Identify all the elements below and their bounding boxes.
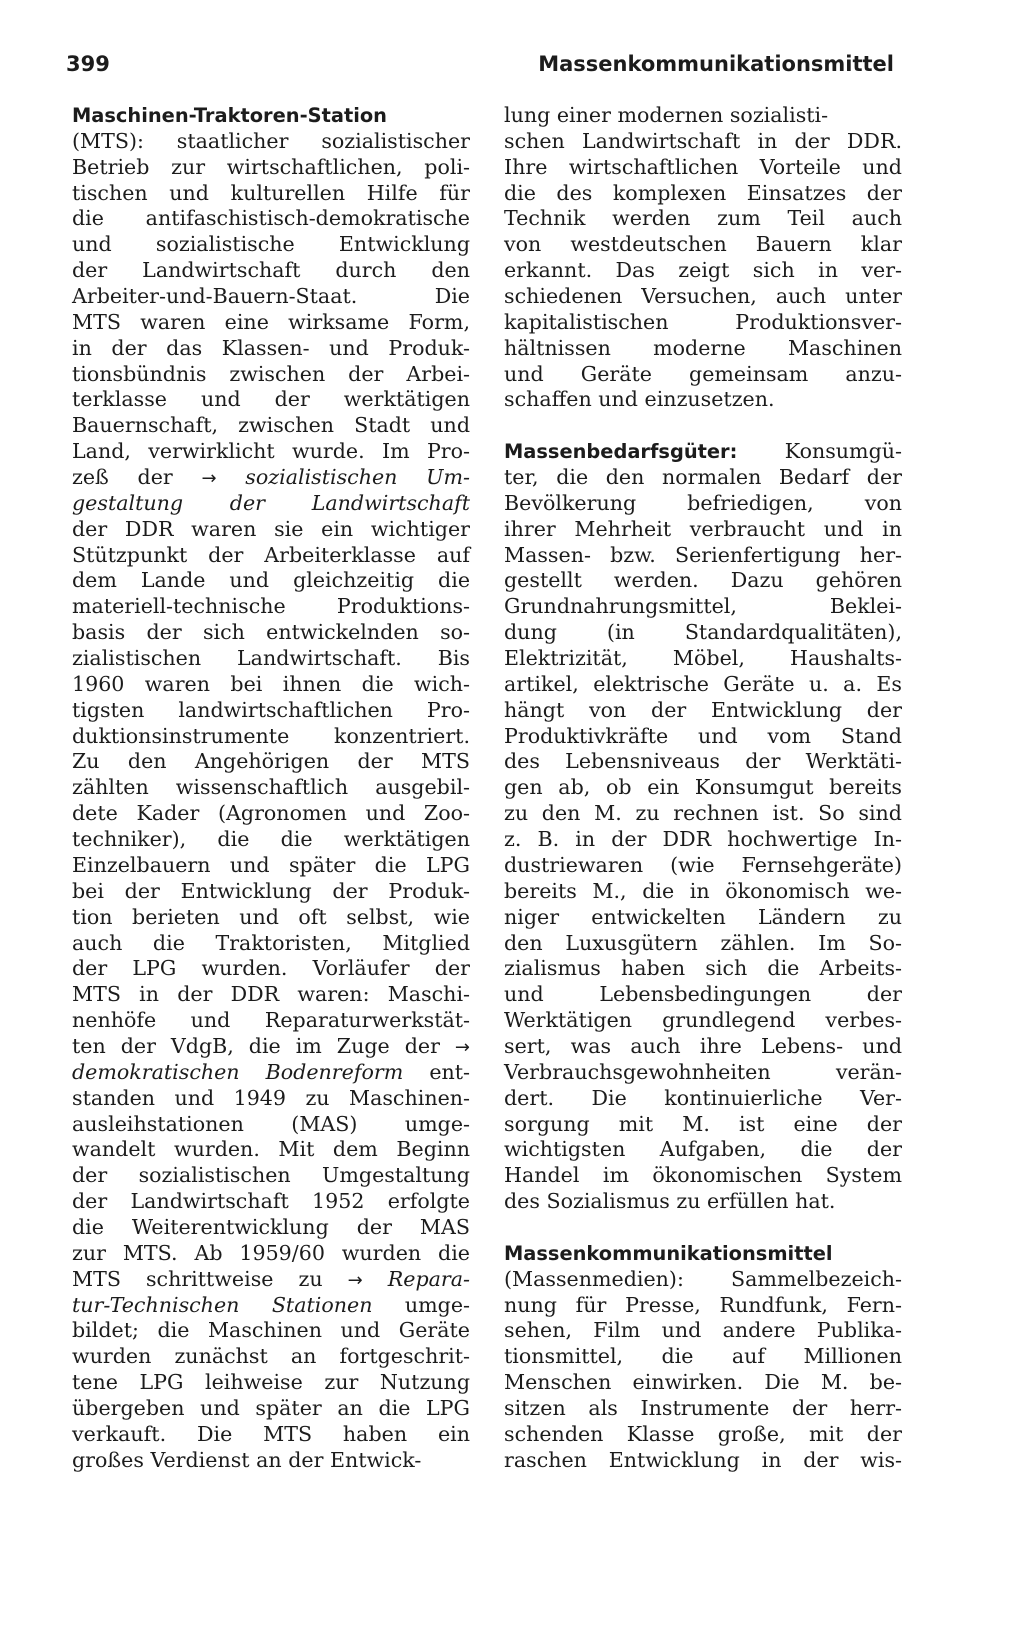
text-segment: niger entwickelten Ländern zu xyxy=(504,904,902,929)
text-segment: artikel, elektrische Geräte u. a. Es xyxy=(504,671,902,696)
text-segment: dem Lande und gleichzeitig die xyxy=(72,568,470,593)
text-segment: von westdeutschen Bauern klar xyxy=(504,232,902,257)
text-segment: Grundnahrungsmittel, Beklei- xyxy=(504,594,902,619)
text-line xyxy=(504,1422,902,1448)
text-line xyxy=(72,1396,470,1422)
text-segment: ten der VdgB, die im Zuge der xyxy=(72,1033,455,1058)
text-segment: der Landwirtschaft 1952 erfolgte xyxy=(72,1189,470,1214)
text-segment: z. B. in der DDR hochwertige In- xyxy=(504,827,902,852)
text-line xyxy=(504,1060,902,1086)
text-line xyxy=(72,931,470,957)
text-line xyxy=(72,956,470,982)
text-segment: wurden zunächst an fortgeschrit- xyxy=(72,1344,470,1369)
text-segment: sorgung mit M. ist eine der xyxy=(504,1111,902,1136)
text-line xyxy=(504,801,902,827)
text-line xyxy=(504,103,902,129)
cross-reference-term: gestaltung der Landwirtschaft xyxy=(72,490,470,515)
text-segment: zur MTS. Ab 1959/60 wurden die xyxy=(72,1240,470,1265)
text-segment: nung für Presse, Rundfunk, Fern- xyxy=(504,1292,902,1317)
text-segment: sert, was auch ihre Lebens- und xyxy=(504,1033,902,1058)
text-segment: Elektrizität, Möbel, Haushalts- xyxy=(504,646,902,671)
text-segment: zählten wissenschaftlich ausgebil- xyxy=(72,775,470,800)
text-line xyxy=(72,646,470,672)
text-line xyxy=(504,1112,902,1138)
text-line xyxy=(72,1344,470,1370)
text-line xyxy=(504,491,902,517)
text-segment: Technik werden zum Teil auch xyxy=(504,206,902,231)
text-line xyxy=(504,1267,902,1293)
text-segment: und Lebensbedingungen der xyxy=(504,982,902,1007)
text-segment: zeß der xyxy=(72,465,202,490)
text-segment: tionsbündnis zwischen der Arbei- xyxy=(72,361,470,386)
text-segment: umge- xyxy=(372,1292,470,1317)
text-line xyxy=(72,1370,470,1396)
text-line xyxy=(504,1086,902,1112)
paragraph-gap xyxy=(504,1215,902,1241)
text-segment: Stützpunkt der Arbeiterklasse auf xyxy=(72,542,470,567)
text-line xyxy=(72,801,470,827)
text-line xyxy=(72,1008,470,1034)
cross-reference-arrow: → xyxy=(201,468,217,490)
text-line xyxy=(504,749,902,775)
text-segment: der LPG wurden. Vorläufer der xyxy=(72,956,470,981)
text-segment: Handel im ökonomischen System xyxy=(504,1163,902,1188)
text-segment: tene LPG leihweise zur Nutzung xyxy=(72,1370,470,1395)
text-segment: schiedenen Versuchen, auch unter xyxy=(504,284,902,309)
text-line xyxy=(72,879,470,905)
text-segment: sehen, Film und andere Publika- xyxy=(504,1318,902,1343)
text-line xyxy=(504,517,902,543)
text-segment: tigsten landwirtschaftlichen Pro- xyxy=(72,697,470,722)
text-line xyxy=(72,181,470,207)
text-line xyxy=(504,362,902,388)
text-line xyxy=(72,155,470,181)
text-line xyxy=(504,905,902,931)
text-line xyxy=(504,1189,902,1215)
text-line xyxy=(504,129,902,155)
text-segment: Einzelbauern und später die LPG xyxy=(72,852,470,877)
text-line xyxy=(72,310,470,336)
text-line xyxy=(504,258,902,284)
text-segment: verkauft. Die MTS haben ein xyxy=(72,1421,470,1446)
text-segment: bei der Entwicklung der Produk- xyxy=(72,878,470,903)
text-line xyxy=(72,1189,470,1215)
text-line xyxy=(72,1215,470,1241)
text-line xyxy=(504,1137,902,1163)
text-segment: bereits M., die in ökonomisch we- xyxy=(504,878,902,903)
text-line xyxy=(504,181,902,207)
text-segment: zialistischen Landwirtschaft. Bis xyxy=(72,646,470,671)
text-line xyxy=(72,258,470,284)
text-line xyxy=(504,620,902,646)
text-line xyxy=(504,1370,902,1396)
text-segment: schen Landwirtschaft in der DDR. xyxy=(504,128,902,153)
text-segment: nenhöfe und Reparaturwerkstät- xyxy=(72,1008,470,1033)
text-segment: hältnissen moderne Maschinen xyxy=(504,335,902,360)
text-line xyxy=(72,465,470,491)
text-segment: duktionsinstrumente konzentriert. xyxy=(72,723,470,748)
text-line xyxy=(72,1241,470,1267)
text-line xyxy=(504,232,902,258)
text-segment: kapitalistischen Produktionsver- xyxy=(504,309,902,334)
text-segment: Verbrauchsgewohnheiten verän- xyxy=(504,1059,902,1084)
text-segment: gen ab, ob ein Konsumgut bereits xyxy=(504,775,902,800)
text-segment: schenden Klasse große, mit der xyxy=(504,1421,902,1446)
text-segment: den Luxusgütern zählen. Im So- xyxy=(504,930,902,955)
text-segment: tionsmittel, die auf Millionen xyxy=(504,1344,902,1369)
text-line xyxy=(72,1112,470,1138)
text-line xyxy=(72,827,470,853)
text-segment: standen und 1949 zu Maschinen- xyxy=(72,1085,470,1110)
text-line xyxy=(72,491,470,517)
text-line xyxy=(504,698,902,724)
text-line xyxy=(504,982,902,1008)
text-line xyxy=(504,1241,902,1267)
text-line xyxy=(504,594,902,620)
text-segment: 1960 waren bei ihnen die wich- xyxy=(72,671,470,696)
text-line xyxy=(72,103,470,129)
text-segment: Menschen einwirken. Die M. be- xyxy=(504,1370,902,1395)
text-segment: gestellt werden. Dazu gehören xyxy=(504,568,902,593)
text-segment: schaffen und einzusetzen. xyxy=(504,387,775,412)
text-segment: Land, verwirklicht wurde. Im Pro- xyxy=(72,439,470,464)
left-column xyxy=(72,103,470,1474)
text-segment: ausleihstationen (MAS) umge- xyxy=(72,1111,470,1136)
text-line xyxy=(504,1318,902,1344)
text-line xyxy=(504,879,902,905)
text-segment: MTS waren eine wirksame Form, xyxy=(72,309,470,334)
entry-headword: Massenkommunikationsmittel xyxy=(504,1241,833,1265)
text-line xyxy=(504,646,902,672)
cross-reference-term: demokratischen Bodenreform xyxy=(72,1059,404,1084)
text-segment: des Sozialismus zu erfüllen hat. xyxy=(504,1189,836,1214)
text-line xyxy=(72,1137,470,1163)
text-segment: auch die Traktoristen, Mitglied xyxy=(72,930,470,955)
text-line xyxy=(72,1293,470,1319)
text-segment: Betrieb zur wirtschaftlichen, poli- xyxy=(72,154,470,179)
right-column xyxy=(504,103,902,1474)
text-segment: basis der sich entwickelnden so- xyxy=(72,620,470,645)
text-segment: erkannt. Das zeigt sich in ver- xyxy=(504,258,902,283)
text-line xyxy=(72,672,470,698)
text-line xyxy=(504,568,902,594)
text-line xyxy=(72,232,470,258)
text-segment: und Geräte gemeinsam anzu- xyxy=(504,361,902,386)
cross-reference-term: sozialistischen Um- xyxy=(216,465,470,490)
text-line xyxy=(72,543,470,569)
text-line xyxy=(504,155,902,181)
text-line xyxy=(72,1086,470,1112)
text-line xyxy=(504,310,902,336)
text-segment: MTS schrittweise zu xyxy=(72,1266,348,1291)
text-segment: ter, die den normalen Bedarf der xyxy=(504,465,902,490)
text-line xyxy=(72,749,470,775)
text-line xyxy=(504,1396,902,1422)
text-segment: dete Kader (Agronomen und Zoo- xyxy=(72,801,470,826)
text-line xyxy=(504,724,902,750)
text-line xyxy=(504,775,902,801)
text-line xyxy=(72,439,470,465)
text-segment: ihrer Mehrheit verbraucht und in xyxy=(504,516,902,541)
text-segment: und sozialistische Entwicklung xyxy=(72,232,470,257)
text-segment: Bevölkerung befriedigen, von xyxy=(504,490,902,515)
running-head-word: Massenkommunikationsmittel xyxy=(538,52,894,76)
running-head xyxy=(66,52,894,88)
text-segment: raschen Entwicklung in der wis- xyxy=(504,1447,902,1472)
text-line xyxy=(504,931,902,957)
cross-reference-term: tur-Technischen Stationen xyxy=(72,1292,373,1317)
page-number: 399 xyxy=(66,52,110,76)
text-segment: dustriewaren (wie Fernsehgeräte) xyxy=(504,852,902,877)
cross-reference-arrow: → xyxy=(347,1269,363,1291)
text-line xyxy=(504,284,902,310)
text-line xyxy=(504,672,902,698)
text-line xyxy=(504,1163,902,1189)
text-segment: Konsumgü- xyxy=(737,439,902,464)
text-line xyxy=(504,1293,902,1319)
text-segment: ent- xyxy=(403,1059,471,1084)
text-segment: Produktivkräfte und vom Stand xyxy=(504,723,902,748)
text-segment: der DDR waren sie ein wichtiger xyxy=(72,516,470,541)
text-segment: in der das Klassen- und Produk- xyxy=(72,335,470,360)
text-line xyxy=(504,1344,902,1370)
text-line xyxy=(504,336,902,362)
text-line xyxy=(504,543,902,569)
text-line xyxy=(72,387,470,413)
text-line xyxy=(72,129,470,155)
paragraph-gap xyxy=(504,413,902,439)
text-line xyxy=(72,905,470,931)
text-segment: Arbeiter-und-Bauern-Staat. Die xyxy=(72,284,470,309)
text-line xyxy=(72,1422,470,1448)
text-line xyxy=(72,594,470,620)
text-line xyxy=(504,206,902,232)
text-line xyxy=(72,1060,470,1086)
text-line xyxy=(72,568,470,594)
text-line xyxy=(504,827,902,853)
text-line xyxy=(72,724,470,750)
text-line xyxy=(72,698,470,724)
text-line xyxy=(504,465,902,491)
text-segment: dung (in Standardqualitäten), xyxy=(504,620,902,645)
text-line xyxy=(504,853,902,879)
text-segment: techniker), die die werktätigen xyxy=(72,827,470,852)
text-segment: der Landwirtschaft durch den xyxy=(72,258,470,283)
cross-reference-arrow: → xyxy=(454,1036,470,1058)
text-segment: (Massenmedien): Sammelbezeich- xyxy=(504,1266,902,1291)
text-segment: sitzen als Instrumente der herr- xyxy=(504,1395,902,1420)
text-segment: tion berieten und oft selbst, wie xyxy=(72,904,470,929)
text-line xyxy=(504,1008,902,1034)
text-line xyxy=(72,284,470,310)
text-segment: die des komplexen Einsatzes der xyxy=(504,180,902,205)
text-line xyxy=(72,1318,470,1344)
text-line xyxy=(72,1034,470,1060)
text-line xyxy=(72,775,470,801)
text-segment: Werktätigen grundlegend verbes- xyxy=(504,1008,902,1033)
text-line xyxy=(504,439,902,465)
text-segment: zialismus haben sich die Arbeits- xyxy=(504,956,902,981)
text-line xyxy=(504,387,902,413)
text-line xyxy=(72,413,470,439)
text-segment: übergeben und später an die LPG xyxy=(72,1395,470,1420)
text-segment: lung einer modernen sozialisti- xyxy=(504,103,829,127)
text-line xyxy=(72,517,470,543)
text-line xyxy=(72,1163,470,1189)
text-segment: bildet; die Maschinen und Geräte xyxy=(72,1318,470,1343)
text-line xyxy=(72,206,470,232)
text-segment: der sozialistischen Umgestaltung xyxy=(72,1163,470,1188)
entry-headword: Maschinen-Traktoren-Station xyxy=(72,104,387,127)
text-line xyxy=(504,1448,902,1474)
text-segment: Bauernschaft, zwischen Stadt und xyxy=(72,413,470,438)
text-line xyxy=(72,620,470,646)
text-segment: tischen und kulturellen Hilfe für xyxy=(72,180,470,205)
text-segment: hängt von der Entwicklung der xyxy=(504,697,902,722)
text-line xyxy=(504,1034,902,1060)
text-segment: MTS in der DDR waren: Maschi- xyxy=(72,982,470,1007)
text-segment: des Lebensniveaus der Werktäti- xyxy=(504,749,902,774)
text-line xyxy=(72,1448,470,1474)
text-segment: Massen- bzw. Serienfertigung her- xyxy=(504,542,902,567)
text-line xyxy=(72,853,470,879)
text-segment: terklasse und der werktätigen xyxy=(72,387,470,412)
text-segment: die Weiterentwicklung der MAS xyxy=(72,1214,470,1239)
text-line xyxy=(72,982,470,1008)
text-segment: die antifaschistisch-demokratische xyxy=(72,206,470,231)
text-segment: (MTS): staatlicher sozialistischer xyxy=(72,128,470,153)
text-segment: materiell-technische Produktions- xyxy=(72,594,470,619)
text-line xyxy=(72,1267,470,1293)
text-line xyxy=(72,336,470,362)
text-segment: Ihre wirtschaftlichen Vorteile und xyxy=(504,154,902,179)
entry-headword: Massenbedarfsgüter: xyxy=(504,440,738,464)
text-segment: wandelt wurden. Mit dem Beginn xyxy=(72,1137,470,1162)
text-segment: großes Verdienst an der Entwick- xyxy=(72,1447,422,1472)
text-line xyxy=(504,956,902,982)
text-segment: Zu den Angehörigen der MTS xyxy=(72,749,470,774)
text-segment: dert. Die kontinuierliche Ver- xyxy=(504,1085,902,1110)
text-segment: wichtigsten Aufgaben, die der xyxy=(504,1137,902,1162)
text-line xyxy=(72,362,470,388)
cross-reference-term: Repara- xyxy=(362,1266,470,1291)
text-segment: zu den M. zu rechnen ist. So sind xyxy=(504,801,902,826)
